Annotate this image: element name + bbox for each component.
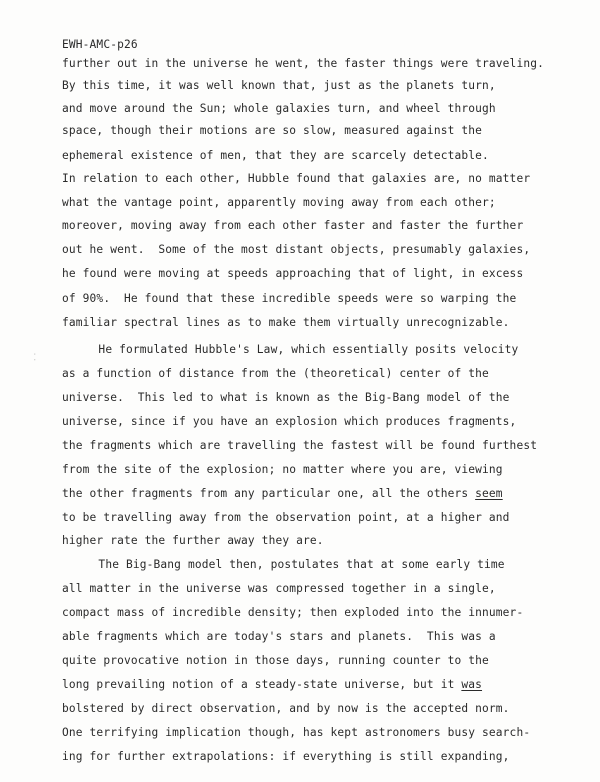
text-line xyxy=(64,343,518,357)
text-segment: from the site of the explosion; no matter where you are, viewing xyxy=(62,463,503,476)
underlined-word: was xyxy=(461,678,483,691)
text-segment: ephemeral existence of men, that they are scarcely detectable. xyxy=(62,149,489,162)
text-segment: of 90%. He found that these incredible speeds were so warping the xyxy=(62,292,517,305)
text-segment: The Big-Bang model then, postulates that at some early time xyxy=(64,558,505,571)
text-line xyxy=(62,367,489,381)
text-line xyxy=(62,292,516,306)
text-segment: compact mass of incredible density; then exploded into the innumer- xyxy=(62,606,524,619)
text-line xyxy=(62,415,516,429)
text-line xyxy=(62,750,510,764)
text-segment: the fragments which are travelling the fastest will be found furthest xyxy=(62,439,538,452)
text-line xyxy=(62,463,503,477)
text-segment: quite provocative notion in those days, running counter to the xyxy=(62,654,489,667)
text-segment: as a function of distance from the (theoretical) center of the xyxy=(62,367,489,380)
text-segment: the other fragments from any particular one, all the others xyxy=(62,487,476,500)
text-line xyxy=(62,267,523,281)
text-segment: bolstered by direct observation, and by now is the accepted norm. xyxy=(62,702,510,715)
text-line xyxy=(62,726,530,740)
text-segment: moreover, moving away from each other faster and faster the further xyxy=(62,219,524,232)
text-line xyxy=(62,316,510,330)
text-line xyxy=(62,219,523,233)
text-line xyxy=(62,654,489,668)
text-segment: In relation to each other, Hubble found that galaxies are, no matter xyxy=(62,172,531,185)
text-line xyxy=(62,79,496,93)
text-line xyxy=(62,606,523,620)
text-segment: what the vantage point, apparently moving away from each other; xyxy=(62,196,496,209)
text-segment: He formulated Hubble's Law, which essentially posits velocity xyxy=(64,343,519,356)
text-segment: One terrifying implication though, has kept astronomers busy search- xyxy=(62,726,531,739)
text-line xyxy=(62,678,482,692)
page-header: EWH-AMC-p26 xyxy=(62,38,138,51)
text-line xyxy=(62,487,503,501)
text-segment: higher rate the further away they are. xyxy=(62,534,324,547)
text-segment: space, though their motions are so slow, measured against the xyxy=(62,124,483,137)
text-line xyxy=(62,102,496,116)
text-line xyxy=(62,124,482,138)
text-line xyxy=(62,630,496,644)
text-segment: universe, since if you have an explosion which produces fragments, xyxy=(62,415,517,428)
text-line xyxy=(64,558,505,572)
text-segment: By this time, it was well known that, just as the planets turn, xyxy=(62,79,496,92)
text-segment: universe. This led to what is known as the Big-Bang model of the xyxy=(62,391,510,404)
text-segment: familiar spectral lines as to make them virtually unrecognizable. xyxy=(62,316,510,329)
text-segment: ing for further extrapolations: if everything is still expanding, xyxy=(62,750,510,763)
text-line xyxy=(62,511,510,525)
margin-stain: ·· xyxy=(28,351,39,363)
text-line xyxy=(62,391,510,405)
text-line xyxy=(62,172,530,186)
text-segment: all matter in the universe was compressed together in a single, xyxy=(62,582,496,595)
text-segment: he found were moving at speeds approaching that of light, in excess xyxy=(62,267,524,280)
text-segment: and move around the Sun; whole galaxies turn, and wheel through xyxy=(62,102,496,115)
text-line xyxy=(62,702,510,716)
text-line xyxy=(62,149,489,163)
text-line xyxy=(62,534,324,548)
underlined-word: seem xyxy=(475,487,503,500)
text-segment: further out in the universe he went, the faster things were traveling. xyxy=(62,57,544,70)
text-line xyxy=(62,243,530,257)
text-line xyxy=(62,196,496,210)
text-segment: able fragments which are today's stars and planets. This was a xyxy=(62,630,496,643)
text-line xyxy=(62,439,537,453)
text-line xyxy=(62,582,496,596)
text-segment: to be travelling away from the observation point, at a higher and xyxy=(62,511,510,524)
text-line xyxy=(62,57,544,71)
text-segment: out he went. Some of the most distant objects, presumably galaxies, xyxy=(62,243,531,256)
text-segment: long prevailing notion of a steady-state universe, but it xyxy=(62,678,462,691)
